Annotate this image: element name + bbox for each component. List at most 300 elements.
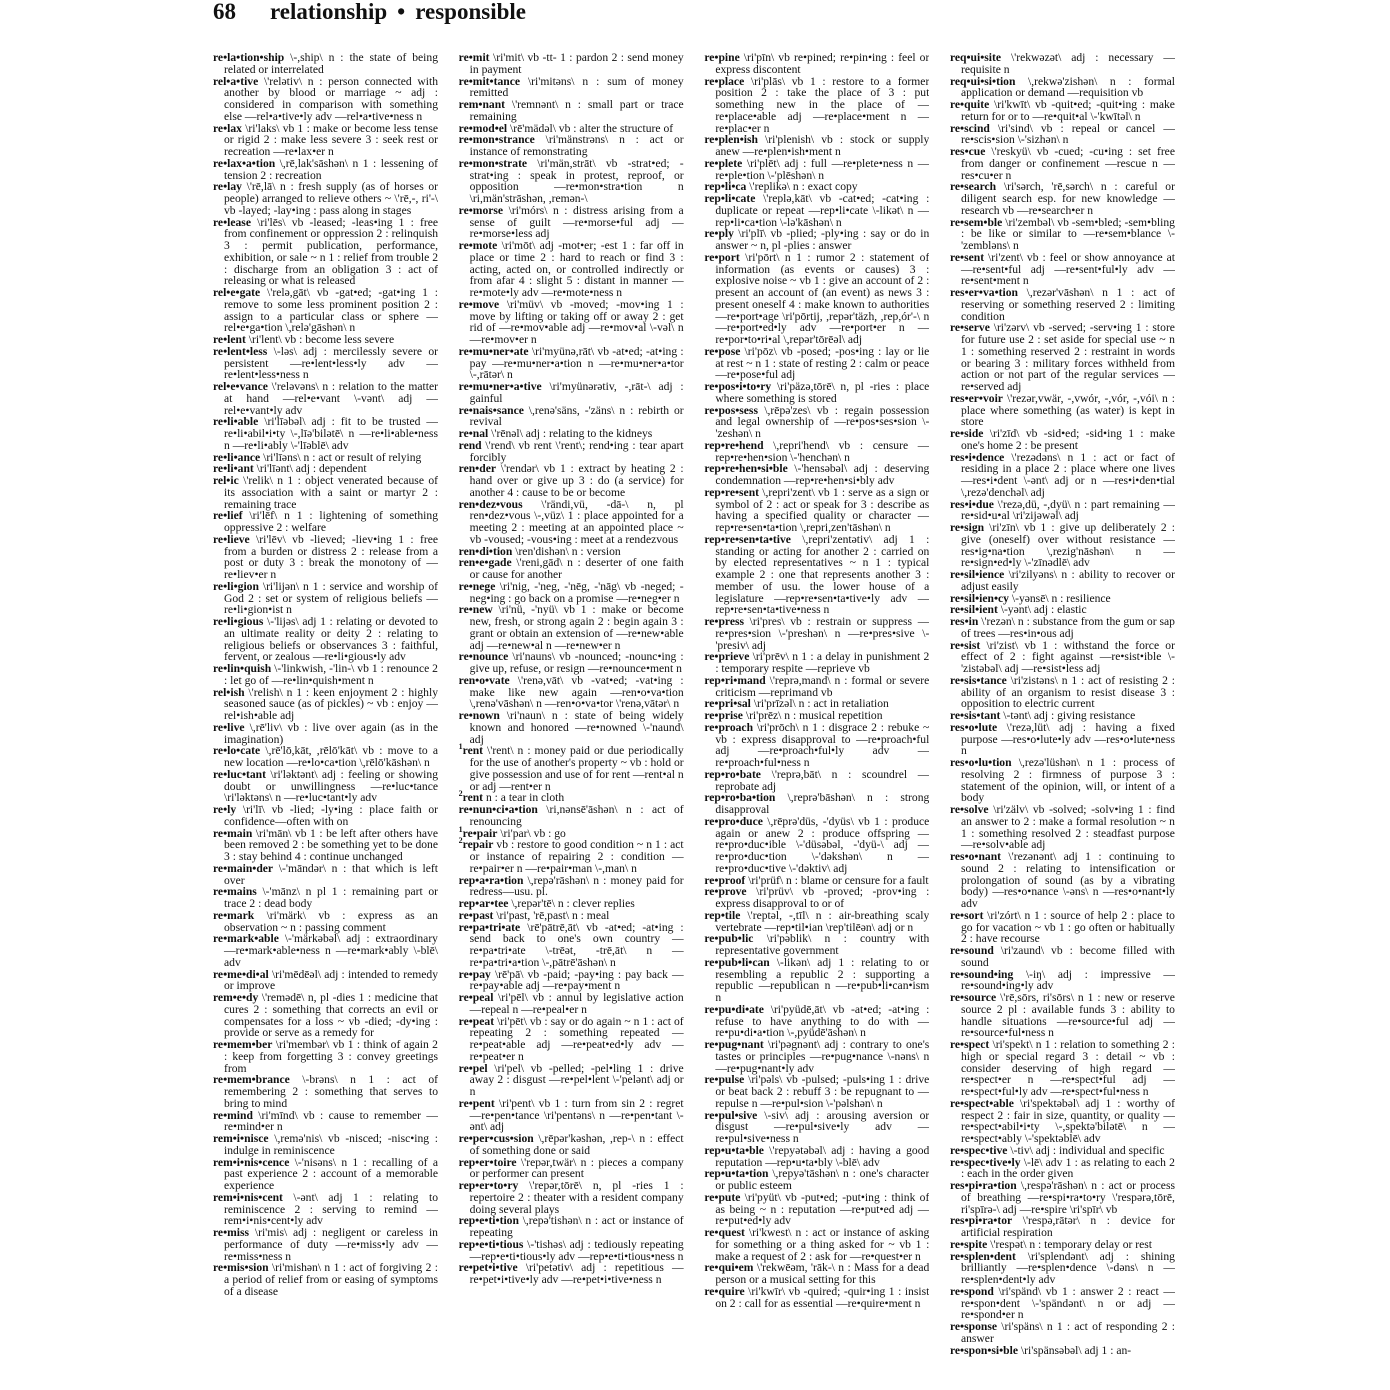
headword-text: ren•der: [458, 462, 496, 476]
dictionary-entry: [459, 557, 684, 581]
headword-text: re•mark: [213, 908, 255, 922]
headword-text: re•sound: [949, 944, 994, 957]
headword-text: re•sil•ience: [949, 568, 1005, 581]
entry-definition: \'renə,vāt\ vb -vat•ed; -vat•ing : make like new again —ren•o•va•tion \,renə'vāshən\ n —ren•o•va•tor \'renə,vātər\ n: [469, 673, 684, 711]
entry-definition: \ri'mōt\ adj -mot•er; -est 1 : far off in place or time 2 : hard to reach or find 3 : acting, acted on, or controlled indirectly or from afar 4 : slight 5 : distant in manner —re•mote•ly adv —re•mote•ness n: [469, 239, 684, 299]
headword-text: res•o•lu•tion: [949, 756, 1012, 769]
entry-definition: \ri'zembəl\ vb -sem•bled; -sem•bling : be like or similar to —re•sem•blance \-'zembləns\ n: [960, 215, 1175, 252]
dictionary-entry: [950, 287, 1175, 322]
headword-text: re•mu•ner•a•tive: [458, 380, 542, 393]
headword-text: rep•er•toire: [458, 1155, 517, 1169]
headword-text: re•sponse: [949, 1320, 997, 1333]
entry-definition: \,repri'hend\ vb : censure —rep•re•hen•sion \-'henchən\ n: [715, 438, 930, 464]
entry-definition: \,repri'zent\ vb 1 : serve as a sign or symbol of 2 : act or speak for 3 : describe as having a specified quality or character —rep•re•sen•ta•tion \,repri,zen'tāshən\ n: [715, 485, 930, 534]
entry-definition: \-brəns\ n 1 : act of remembering 2 : something that serves to bring to mind: [224, 1073, 438, 1110]
entry-definition: \'rē,lā\ n : fresh supply (as of horses or people) arranged to relieve others ~ \'rē,-, ri'-\ vb -layed; -lay•ing : pass along in stages: [224, 180, 438, 217]
headword-text: re•pos•sess: [704, 403, 758, 417]
entry-definition: \'respət\ n : temporary delay or rest: [990, 1237, 1152, 1251]
entry-definition: \ri'petətiv\ adj : repetitious —re•pet•i•tive•ly adv —re•pet•i•tive•ness n: [469, 1261, 684, 1286]
headword-text: re•pul•sive: [704, 1108, 758, 1122]
dictionary-entry: [950, 181, 1175, 216]
column-4: [950, 52, 1175, 1382]
dictionary-entry: [459, 1262, 684, 1286]
entry-definition: \'relish\ n 1 : keen enjoyment 2 : highly seasoned sauce (as of pickles) ~ vb : enjoy —rel•ish•able adj: [224, 685, 438, 722]
headword-text: rep•li•ca: [704, 180, 747, 194]
dictionary-entry: [950, 945, 1175, 969]
dictionary-entry: [950, 722, 1175, 757]
headword-text: re•lax•a•tion: [213, 156, 276, 170]
entry-definition: \-'lijəs\ adj 1 : relating or devoted to an ultimate reality or deity 2 : relating to religious beliefs or observances 3 : faithful, fervent, or zealous —re•li•gious•ly adv: [224, 615, 438, 664]
dictionary-entry: [459, 299, 684, 346]
dictionary-entry: [459, 581, 684, 605]
headword-text: re•nais•sance: [458, 403, 524, 417]
headword-text: re•sis•tance: [949, 673, 1007, 687]
dictionary-entry: [704, 534, 929, 616]
headword-text: re•source: [949, 991, 997, 1004]
entry-columns: [213, 52, 1175, 1382]
dictionary-entry: [459, 675, 684, 710]
entry-definition: \ri'zälv\ vb -solved; -solv•ing 1 : find an answer to 2 : make a formal resolution ~ n 1 : something resolved 2 : steadfast purpose —re•solv•able adj: [960, 803, 1175, 852]
entry-definition: \-likən\ adj 1 : relating to or resembling a republic 2 : supporting a republic —republican n —re•pub•li•can•ism n: [715, 955, 930, 1004]
headword-text: re•spect•able: [949, 1096, 1014, 1110]
entry-definition: \-'märkəbəl\ adj : extraordinary —re•mark•able•ness n —re•mark•ably \-blē\ adv: [224, 932, 438, 969]
headword-text: re•press: [704, 615, 745, 628]
entry-definition: \'reskyü\ vb -cued; -cu•ing : set free from danger or confinement —rescue n —res•cu•er n: [960, 145, 1175, 182]
entry-definition: \ri'pent\ vb 1 : turn from sin 2 : regret —re•pen•tance \ri'pentəns\ n —re•pen•tant \-ənt\ adj: [469, 1096, 684, 1134]
headword-text: rel•e•gate: [213, 286, 261, 299]
headword-text: re•prise: [704, 709, 743, 722]
headword-text: rent: [462, 744, 484, 758]
dictionary-entry: [459, 346, 684, 381]
entry-definition: \'rekwəzət\ adj : necessary —requisite n: [960, 52, 1175, 76]
headword-text: rem•e•dy: [213, 991, 259, 1004]
entry-definition: \-yənt\ adj : elastic: [1000, 603, 1087, 617]
headword-text: re•li•gion: [213, 579, 259, 593]
entry-definition: \ri'mishən\ n 1 : act of forgiving 2 : a period of relief from or easing of symptoms of a disease: [224, 1261, 438, 1298]
entry-definition: \ri'pōrt\ n 1 : rumor 2 : statement of information (as events or causes) 3 : explosive noise ~ vb 1 : give an account of 2 : present an account of (an event) as news 3 : present oneself 4 : make known to authorities —re•port•age \ri'pōrtij, ,repər'täzh, ,rep,ór'-\ n —re•port•ed•ly adv —re•port•er n —re•por•to•ri•al \,repər'tōrēəl\ adj: [715, 250, 930, 346]
headword-text: rep•ro•ba•tion: [704, 791, 776, 805]
dictionary-entry: [704, 405, 929, 440]
dictionary-entry: [459, 1133, 684, 1157]
entry-definition: \ri'spektəbəl\ adj 1 : worthy of respect 2 : fair in size, quantity, or quality —re•spect•abil•i•ty \-,spektə'bilətē\ n —re•spect•ably \-'spektəblē\ adv: [960, 1096, 1175, 1145]
dictionary-entry: [213, 158, 438, 182]
dictionary-entry: [459, 440, 684, 464]
homograph-number: 2: [458, 836, 463, 846]
headword-text: re•pug•nant: [704, 1038, 764, 1051]
entry-definition: \ri'zilyəns\ n : ability to recover or adjust easily: [960, 568, 1175, 593]
dictionary-entry: [213, 416, 438, 451]
dictionary-entry: [704, 722, 929, 769]
entry-definition: \ri'sərch, 'rē,sərch\ n : careful or diligent search esp. for new knowledge —research vb —re•search•er n: [960, 180, 1175, 217]
headword-text: re•place: [704, 74, 745, 88]
entry-definition: \'rezə,lüt\ adj : having a fixed purpose —res•o•lute•ly adv —res•o•lute•ness n: [960, 720, 1175, 758]
entry-definition: \,renə'säns, -'zäns\ n : rebirth or revival: [469, 403, 684, 429]
entry-definition: \ri'pīn\ vb re•pined; re•pin•ing : feel or express discontent: [715, 52, 930, 76]
dictionary-entry: [704, 616, 929, 651]
headword-text: re•lax: [213, 121, 242, 135]
dictionary-entry: [213, 769, 438, 804]
headword-text: res•i•dence: [949, 450, 1005, 464]
entry-definition: \'reləvəns\ n : relation to the matter at hand —rel•e•vant \-vənt\ adj —rel•e•vant•ly adv: [224, 380, 438, 417]
headword-text: rel•a•tive: [213, 74, 259, 88]
entry-definition: \ri'zīd\ vb -sid•ed; -sid•ing 1 : make one's home 2 : be present: [960, 427, 1175, 452]
entry-definition: \ri'pəgnənt\ adj : contrary to one's tastes or principles —re•pug•nance \-nəns\ n —re•pug•nant•ly adv: [715, 1038, 930, 1075]
entry-definition: vb : restore to good condition ~ n 1 : act or instance of repairing 2 : condition —re•pair•er n —re•pair•man \-,man\ n: [469, 838, 684, 875]
entry-definition: \ri'ləktənt\ adj : feeling or showing doubt or unwillingness —re•luc•tance \ri'ləktəns\ n —re•luc•tant•ly adv: [224, 767, 438, 805]
dictionary-entry: [459, 76, 684, 100]
dictionary-entry: [704, 440, 929, 464]
entry-definition: \,repri'zentətiv\ adj 1 : standing or acting for another 2 : carried on by elected representatives ~ n 1 : typical example 2 : one that represents another 3 : member of usu. the lower house of a legislature —rep•re•sen•ta•tive•ly adv —rep•re•sen•ta•tive•ness n: [715, 532, 930, 617]
headword-text: re•lo•cate: [213, 744, 261, 758]
dictionary-entry: [950, 322, 1175, 393]
dictionary-entry: [213, 745, 438, 769]
dictionary-entry: [950, 123, 1175, 147]
entry-definition: \'rezən\ n : substance from the gum or sap of trees —res•in•ous adj: [960, 615, 1175, 640]
headword-text: re•me•di•al: [213, 967, 269, 981]
entry-definition: \-ləs\ adj : mercilessly severe or persistent —re•lent•less•ly adv —re•lent•less•ness n: [224, 344, 438, 382]
dictionary-entry: [704, 1168, 929, 1192]
headword-text: re•proof: [704, 873, 746, 887]
dictionary-entry: [213, 287, 438, 334]
entry-definition: \ri'prüv\ vb -proved; -prov•ing : express disapproval to or of: [715, 885, 930, 910]
entry-definition: \ri,nənsē'āshən\ n : act of renouncing: [469, 803, 684, 828]
headword-text: re•mem•brance: [213, 1073, 290, 1087]
entry-definition: \'rezər,vwär, -,vwór, -,vór, -,vói\ n : place where something (as water) is kept in store: [960, 391, 1175, 429]
entry-definition: \'rēnəl\ adj : relating to the kidneys: [491, 427, 653, 440]
entry-definition: \ri'mitəns\ n : sum of money remitted: [469, 74, 684, 100]
dictionary-entry: [459, 1239, 684, 1263]
dictionary-entry: [950, 569, 1175, 593]
headword-text: rep•re•sen•ta•tive: [704, 532, 791, 546]
headword-text: re•li•ance: [213, 450, 261, 464]
headword-text: re•mu•ner•ate: [458, 344, 529, 358]
entry-definition: \'repər,tōrē\ n, pl -ries 1 : repertoire 2 : theater with a resident company doing several plays: [469, 1179, 684, 1216]
entry-definition: \,rē,lak'sāshən\ n 1 : lessening of tension 2 : recreation: [224, 156, 438, 182]
dictionary-entry: [459, 134, 684, 158]
dictionary-entry: [950, 499, 1175, 523]
headword-text: res•er•va•tion: [949, 286, 1018, 299]
headword-text: rel•ish: [213, 685, 245, 699]
entry-definition: \-yənsē\ n : resilience: [1011, 591, 1111, 605]
entry-definition: \ri'nauns\ vb -nounced; -nounc•ing : give up, refuse, or resign —re•nounce•ment n: [469, 650, 684, 675]
dictionary-entry: [213, 1262, 438, 1297]
entry-definition: \ri'zərv\ vb -served; -serv•ing 1 : store for future use 2 : set aside for special use ~ n 1 : something reserved 2 : restraint in words or bearing 3 : military forces withheld from action or not part of the regular services —re•served adj: [960, 321, 1175, 393]
headword-text: rep•ar•tee: [458, 897, 509, 910]
entry-definition: \'repyətəbəl\ adj : having a good reputation —rep•u•ta•bly \-blē\ adv: [715, 1143, 930, 1169]
headword-text: res•in: [949, 615, 979, 628]
entry-definition: \'rē,sōrs, ri'sōrs\ n 1 : new or reserve source 2 pl : available funds 3 : ability to handle situations —re•source•ful adj —re•source•ful•ness n: [960, 991, 1175, 1040]
dictionary-entry: [213, 992, 438, 1039]
entry-definition: \ri'plās\ vb 1 : restore to a former position 2 : take the place of 3 : put something new in the place of —re•place•able adj —re•place•ment n —re•plac•er n: [715, 74, 930, 135]
dictionary-entry: [213, 1074, 438, 1109]
headword-text: re•pa•tri•ate: [458, 920, 521, 934]
dictionary-entry: [704, 252, 929, 346]
headword-text: re•spite: [949, 1237, 988, 1251]
dictionary-entry: [459, 99, 684, 123]
entry-definition: \,rēpər'kəshən, ,rep-\ n : effect of something done or said: [469, 1132, 684, 1157]
headword-text: res•pi•ra•tion: [949, 1179, 1017, 1192]
column-1: [213, 52, 438, 1382]
headword-text: re•mains: [213, 885, 257, 899]
dictionary-entry: [950, 428, 1175, 452]
dictionary-entry: [704, 1145, 929, 1169]
entry-definition: \'repər,twär\ n : pieces a company or performer can present: [469, 1155, 684, 1181]
entry-definition: \ri'zistəns\ n 1 : act of resisting 2 : ability of an organism to resist disease 3 : opposition to electric current: [960, 673, 1175, 711]
dictionary-entry: [213, 1227, 438, 1262]
headword-text: rem•i•nisce: [213, 1132, 269, 1145]
headword-text: re•nal: [458, 427, 489, 440]
entry-definition: \'rent\ n : money paid or due periodically for the use of another's property ~ vb : hold or give possession and use of for rent —rent•al n or adj —rent•er n: [469, 744, 684, 793]
headword-text: re•peat: [458, 1014, 495, 1028]
dictionary-entry: [459, 1063, 684, 1098]
headword-text: re•sort: [949, 908, 984, 922]
headword-text: rep•ri•mand: [704, 673, 766, 687]
headword-text: re•nege: [458, 579, 496, 593]
dictionary-entry: [213, 1133, 438, 1157]
entry-definition: \ri'pēt\ vb : say or do again ~ n 1 : act of repeating 2 : something repeated —re•peat•able adj —re•peat•ed•ly adv —re•peat•er n: [469, 1014, 684, 1063]
headword-text: repair: [462, 838, 494, 852]
dictionary-entry: [950, 804, 1175, 851]
entry-definition: \ri'pōz\ vb -posed; -pos•ing : lay or lie at rest ~ n 1 : state of resting 2 : calm or peace —re•pose•ful adj: [715, 344, 930, 382]
headword-text: re•lief: [213, 509, 243, 523]
dictionary-entry: [704, 769, 929, 793]
entry-definition: \-siv\ adj : arousing aversion or disgust —re•pul•sive•ly adv —re•pul•sive•ness n: [715, 1108, 930, 1145]
entry-definition: \ri'märk\ vb : express as an observation ~ n : passing comment: [224, 908, 438, 934]
entry-definition: \ri'späns\ n 1 : act of responding 2 : answer: [960, 1320, 1175, 1345]
dictionary-entry: [950, 640, 1175, 675]
entry-definition: \ri'prēz\ n : musical repetition: [745, 709, 883, 722]
headword-text: re•sist: [949, 638, 981, 652]
headword-text: rep•re•hend: [704, 438, 764, 452]
entry-definition: \ri'kwīt\ vb -quit•ed; -quit•ing : make return for or to —re•quit•al \-'kwītəl\ n: [960, 98, 1175, 123]
dictionary-entry: [950, 76, 1175, 100]
entry-definition: \ri'pēl\ vb : annul by legislative action —repeal n —re•peal•er n: [469, 991, 684, 1016]
entry-definition: \-lē\ adv 1 : as relating to each 2 : each in the order given: [960, 1155, 1175, 1181]
dictionary-entry: [459, 381, 684, 405]
entry-definition: \ri'päzə,tōrē\ n, pl -ries : place where something is stored: [715, 380, 930, 405]
headword-text: ren•di•tion: [458, 544, 513, 558]
dictionary-entry: [950, 1215, 1175, 1239]
headword-text: re•morse: [458, 203, 504, 217]
entry-definition: \'remədē\ n, pl -dies 1 : medicine that cures 2 : something that corrects an evil or compensates for a loss ~ vb -died; -dy•ing : provide or serve as a remedy for: [224, 991, 438, 1040]
entry-definition: \ri'zīn\ vb 1 : give up deliberately 2 : give (oneself) over without resistance —res•ig•na•tion \,rezig'nāshən\ n —re•sign•ed•ly \-'zīnədlē\ adv: [960, 521, 1175, 570]
headword-text: re•lease: [213, 215, 251, 229]
dictionary-entry: [213, 910, 438, 934]
dictionary-entry: [213, 123, 438, 158]
entry-definition: \,rē'lō,kāt, ,rēlō'kāt\ vb : move to a new location —re•lo•ca•tion \,rēlō'kāshən\ n: [224, 744, 438, 769]
entry-definition: \ri'mān\ vb 1 : be left after others have been removed 2 : be something yet to be done 3 : stay behind 4 : continue unchanged: [224, 826, 438, 863]
entry-definition: \ri'nü, -'nyü\ vb 1 : make or become new, fresh, or strong again 2 : begin again 3 : grant or obtain an extension of —re•new•able adj —re•new•al n —re•new•er n: [469, 603, 684, 652]
entry-definition: \'relə,gāt\ vb -gat•ed; -gat•ing 1 : remove to some less prominent position 2 : assign to a particular class or sphere —rel•e•ga•tion \,relə'gāshən\ n: [224, 286, 438, 335]
dictionary-entry: [459, 1098, 684, 1133]
guide-word-separator: •: [397, 0, 406, 24]
headword-text: re•pub•li•can: [704, 955, 770, 969]
headword-text: rep•u•ta•ble: [704, 1143, 764, 1157]
dictionary-entry: [950, 1321, 1175, 1345]
dictionary-entry: [459, 499, 684, 546]
dictionary-entry: [213, 616, 438, 663]
headword-text: re•li•ant: [213, 462, 254, 476]
headword-text: re•port: [704, 250, 740, 264]
headword-text: re•nounce: [458, 650, 509, 664]
dictionary-entry: [950, 1251, 1175, 1286]
headword-text: re•mis•sion: [213, 1261, 269, 1275]
dictionary-entry: [704, 487, 929, 534]
headword-text: re•mind: [213, 1108, 253, 1122]
dictionary-entry: [213, 1110, 438, 1134]
dictionary-entry: [704, 228, 929, 252]
entry-definition: \ri'mis\ adj : negligent or careless in performance of duty —re•miss•ly adv —re•miss•ness n: [224, 1226, 438, 1263]
dictionary-entry: [950, 757, 1175, 804]
entry-definition: \ri'laks\ vb 1 : make or become less tense or rigid 2 : make less severe 3 : seek rest or recreation —re•lax•er n: [224, 121, 438, 158]
entry-definition: \ri'prüf\ n : blame or censure for a fault: [748, 873, 929, 887]
dictionary-entry: [213, 346, 438, 381]
headword-text: re•pub•lic: [704, 932, 754, 946]
entry-definition: \-,ship\ n : the state of being related or interrelated: [224, 52, 438, 76]
headword-text: res•er•voir: [949, 391, 1003, 405]
headword-text: re•pent: [458, 1096, 495, 1110]
entry-definition: \-'tishəs\ adj : tediously repeating —rep•e•ti•tious•ly adv —rep•e•ti•tious•ness n: [469, 1237, 684, 1263]
headword-text: re•sent: [949, 250, 985, 264]
dictionary-entry: [213, 510, 438, 534]
headword-text: rem•nant: [458, 98, 506, 111]
entry-definition: \ri'mēdēəl\ adj : intended to remedy or improve: [224, 967, 438, 993]
headword-text: re•ply: [704, 227, 734, 241]
headword-text: re•quest: [704, 1226, 745, 1239]
dictionary-entry: [704, 1004, 929, 1039]
dictionary-entry: [213, 969, 438, 993]
entry-definition: n : a tear in cloth: [485, 791, 565, 805]
entry-definition: \,rēpə'zes\ vb : regain possession and legal ownership of —re•pos•ses•sion \-'zeshən\ n: [715, 403, 930, 440]
homograph-number: 1: [458, 742, 463, 752]
entry-definition: \ri'past, 'rē,past\ n : meal: [496, 908, 610, 922]
entry-definition: \'replə,kāt\ vb -cat•ed; -cat•ing : duplicate or repeat —rep•li•cate \-likət\ n —rep•li•ca•tion \-lə'kāshən\ n: [715, 192, 930, 229]
dictionary-entry: [950, 252, 1175, 287]
entry-definition: \ri'müv\ vb -moved; -mov•ing 1 : move by lifting or taking off or away 2 : get rid of —re•mov•able adj —re•mov•al \-vəl\ n —re•mov•er n: [469, 297, 684, 346]
guide-word-first: relationship: [270, 0, 388, 24]
guide-word-last: responsible: [415, 0, 526, 24]
headword-text: re•la•tion•ship: [213, 52, 285, 64]
dictionary-entry: [950, 1098, 1175, 1145]
headword-text: re•lent•less: [213, 344, 268, 358]
entry-definition: \-ənt\ adj 1 : relating to reminiscence 2 : serving to remind —rem•i•nis•cent•ly adv: [224, 1190, 438, 1228]
headword-text: re•luc•tant: [213, 767, 266, 781]
dictionary-entry: [213, 534, 438, 581]
headword-text: rep•ro•bate: [704, 767, 761, 781]
entry-definition: \ri'nig, -'neg, -'nēg, -'nāg\ vb -neged; -neg•ing : go back on a promise —re•neg•er n: [469, 579, 684, 605]
entry-definition: \-'nisəns\ n 1 : recalling of a past experience 2 : account of a memorable experience: [224, 1155, 438, 1192]
headword-text: ren•o•vate: [458, 673, 510, 687]
entry-definition: \ri'līənt\ adj : dependent: [256, 462, 367, 476]
headword-text: re•serve: [949, 321, 990, 335]
entry-definition: \,repər'tē\ n : clever replies: [511, 897, 635, 910]
dictionary-entry: [213, 1157, 438, 1192]
headword-text: re•proach: [704, 720, 754, 734]
entry-definition: \ri'līəns\ n : act or result of relying: [263, 450, 422, 464]
headword-text: re•move: [458, 297, 500, 311]
entry-definition: \ri'myünərətiv, -,rāt-\ adj : gainful: [469, 380, 684, 405]
entry-definition: \ri'pel\ vb -pelled; -pel•ling 1 : drive away 2 : disgust —re•pel•lent \-'pelənt\ adj or n: [469, 1061, 684, 1098]
headword-text: re•li•gious: [213, 615, 264, 628]
column-3: [704, 52, 929, 1382]
entry-definition: \'rezə,dü, -,dyü\ n : part remaining —re•sid•u•al \ri'zijəwəl\ adj: [960, 497, 1175, 523]
entry-definition: \ri'prīzəl\ n : act in retaliation: [753, 697, 889, 711]
headword-text: rem•i•nis•cence: [213, 1155, 290, 1169]
dictionary-entry: [950, 851, 1175, 910]
entry-definition: \ri'splendənt\ adj : shining brilliantly —re•splen•dence \-dəns\ n —re•splen•dent•ly adv: [960, 1249, 1175, 1286]
dictionary-entry: [950, 146, 1175, 181]
headword-text: rent: [462, 791, 484, 805]
entry-definition: \ri'plenish\ vb : stock or supply anew —re•plen•ish•ment n: [715, 133, 930, 158]
headword-text: re•pet•i•tive: [458, 1261, 518, 1275]
headword-text: re•sil•ient: [949, 603, 998, 617]
entry-definition: \ri'män,strāt\ vb -strat•ed; -strat•ing : speak in protest, reproof, or opposition —re•mon•stra•tion n \ri,män'strāshən, ,remən-\: [469, 156, 684, 205]
dictionary-entry: [950, 1039, 1175, 1098]
dictionary-entry: [950, 1157, 1175, 1181]
entry-definition: \ri'sind\ vb : repeal or cancel —re•scis•sion \-'sizhən\ n: [960, 121, 1175, 147]
entry-definition: \ri'mīnd\ vb : cause to remember —re•mind•er n: [224, 1108, 438, 1134]
dictionary-entry: [213, 1192, 438, 1227]
headword-text: re•pay: [458, 967, 491, 981]
entry-definition: \ri'līəbəl\ adj : fit to be trusted —re•li•abil•i•ty \-,līə'bilətē\ n —re•li•able•ness n —re•li•ably \-'līəblē\ adv: [224, 415, 438, 452]
entry-definition: \ri'plēt\ adj : full —re•plete•ness n —re•ple•tion \-'plēshən\ n: [715, 156, 930, 182]
headword-text: ren•e•gade: [458, 556, 512, 570]
entry-definition: \ri'prēv\ n 1 : a delay in punishment 2 : temporary respite —reprieve vb: [715, 650, 930, 675]
headword-text: ren•dez•vous: [458, 497, 523, 511]
headword-text: re•pose: [704, 344, 741, 358]
headword-text: re•quire: [704, 1284, 745, 1298]
entry-definition: \-'māndər\ n : that which is left over: [224, 861, 438, 887]
headword-text: req•ui•si•tion: [949, 74, 1016, 88]
entry-definition: \,remə'nis\ vb -nisced; -nisc•ing : indulge in reminiscence: [224, 1132, 438, 1157]
headword-text: re•new: [458, 603, 493, 617]
entry-definition: \ri'lēv\ vb -lieved; -liev•ing 1 : free from a burden or distress 2 : release from a post or duty 3 : break the monotony of —re•liev•er n: [224, 532, 438, 581]
dictionary-entry: [459, 1157, 684, 1181]
dictionary-entry: [459, 992, 684, 1016]
headword-text: rep•li•cate: [704, 192, 756, 205]
headword-text: re•mit•tance: [458, 74, 520, 88]
headword-text: res•pi•ra•tor: [949, 1214, 1013, 1228]
dictionary-entry: [950, 217, 1175, 252]
headword-text: re•past: [458, 908, 494, 922]
headword-text: re•pri•sal: [704, 697, 751, 711]
dictionary-entry: [950, 1180, 1175, 1215]
headword-text: re•qui•em: [704, 1261, 754, 1275]
entry-definition: \ri'spekt\ n 1 : relation to something 2 : high or special regard 3 : detail ~ vb : consider deserving of high regard —re•spect•er n —re•spect•ful adj —re•spect•ful•ly adv —re•spect•ful•ness n: [960, 1038, 1175, 1098]
headword-text: re•lin•quish: [213, 662, 272, 675]
entry-headword: [950, 1344, 1018, 1357]
dictionary-entry: [950, 675, 1175, 710]
headword-text: re•spon•si•ble: [949, 1343, 1018, 1357]
dictionary-entry: [459, 463, 684, 498]
dictionary-entry: [213, 181, 438, 216]
entry-definition: \'rendər\ vb 1 : extract by heating 2 : hand over or give up 3 : do (a service) for another 4 : cause to be or become: [469, 462, 684, 499]
dictionary-entry: [950, 522, 1175, 569]
headword-text: rep•a•ra•tion: [458, 873, 524, 887]
headword-text: re•nown: [458, 709, 500, 722]
headword-text: rep•re•hen•si•ble: [704, 462, 788, 476]
dictionary-entry: [704, 1074, 929, 1109]
entry-definition: \,repyə'tāshən\ n : one's character or public esteem: [715, 1167, 930, 1192]
entry-definition: \ri'zaund\ vb : become filled with sound: [960, 944, 1175, 969]
headword-text: re•prove: [704, 885, 747, 899]
entry-definition: \ri'pyüt\ vb -put•ed; -put•ing : think of as being ~ n : reputation —re•put•ed adj —re•put•ed•ly adv: [715, 1190, 930, 1228]
entry-definition: \,respə'rāshən\ n : act or process of breathing —re•spi•ra•to•ry \'respərə,tōrē, ri'spīrə-\ adj —re•spire \ri'spīr\ vb: [960, 1179, 1175, 1216]
headword-text: res•o•nant: [949, 850, 1002, 863]
entry-definition: \'rekwēəm, 'rāk-\ n : Mass for a dead person or a musical setting for this: [715, 1261, 930, 1286]
headword-text: rep•re•sent: [704, 485, 760, 499]
entry-definition: \ri'mórs\ n : distress arising from a sense of guilt —re•morse•ful adj —re•morse•less adj: [469, 203, 684, 241]
